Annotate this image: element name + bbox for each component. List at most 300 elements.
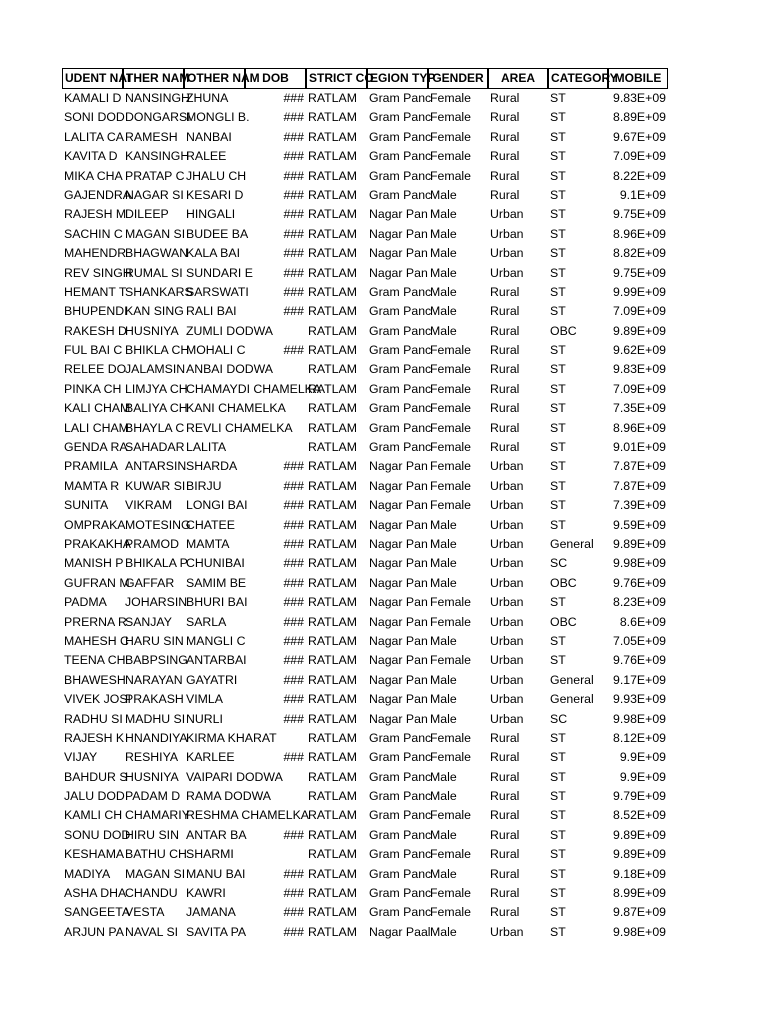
cell-district[interactable]: RATLAM (308, 730, 357, 745)
cell-father-name[interactable]: JOHARSIN (125, 595, 188, 610)
cell-mother-name[interactable]: SARLA (186, 614, 227, 629)
cell-district[interactable]: RATLAM (308, 924, 357, 939)
cell-region-type[interactable]: Gram Panc (369, 149, 432, 164)
cell-gender[interactable]: Male (430, 866, 457, 881)
cell-category[interactable]: ST (550, 886, 566, 901)
cell-area[interactable]: Rural (490, 905, 520, 920)
cell-category[interactable]: OBC (550, 614, 577, 629)
cell-gender[interactable]: Female (430, 750, 472, 765)
cell-father-name[interactable]: NAGAR SI (125, 187, 184, 202)
cell-category[interactable]: ST (550, 730, 566, 745)
cell-region-type[interactable]: Nagar Pan (369, 265, 428, 280)
cell-district[interactable]: RATLAM (308, 750, 357, 765)
cell-gender[interactable]: Female (430, 129, 472, 144)
cell-mobile[interactable]: 7.05E+09 (613, 633, 666, 648)
cell-student-name[interactable]: BHUPENDI (64, 304, 128, 319)
cell-mother-name[interactable]: RALEE (186, 149, 227, 164)
cell-area[interactable]: Urban (490, 498, 524, 513)
header-mother-name[interactable]: OTHER NAM (184, 68, 245, 89)
cell-student-name[interactable]: RAJESH K (64, 730, 125, 745)
cell-student-name[interactable]: KAVITA D (64, 149, 118, 164)
cell-category[interactable]: ST (550, 808, 566, 823)
cell-mother-name[interactable]: KESARI D (186, 187, 244, 202)
cell-student-name[interactable]: LALITA CA (64, 129, 124, 144)
cell-father-name[interactable]: KAN SING (125, 304, 184, 319)
cell-mother-name[interactable]: NANBAI (186, 129, 232, 144)
cell-mother-name[interactable]: RAMA DODWA (186, 789, 271, 804)
cell-gender[interactable]: Male (430, 187, 457, 202)
cell-district[interactable]: RATLAM (308, 246, 357, 261)
cell-district[interactable]: RATLAM (308, 207, 357, 222)
cell-district[interactable]: RATLAM (308, 440, 357, 455)
cell-student-name[interactable]: VIVEK JOSI (64, 692, 131, 707)
cell-mobile[interactable]: 9.1E+09 (619, 187, 666, 202)
cell-student-name[interactable]: RADHU SI (64, 711, 123, 726)
cell-father-name[interactable]: MOTESING (125, 517, 191, 532)
cell-dob[interactable]: ### (283, 556, 304, 571)
cell-student-name[interactable]: VIJAY (64, 750, 98, 765)
cell-category[interactable]: SC (550, 711, 568, 726)
cell-father-name[interactable]: SANJAY (125, 614, 172, 629)
cell-father-name[interactable]: HIRU SIN (125, 827, 179, 842)
cell-student-name[interactable]: SONI DOD (64, 110, 125, 125)
cell-gender[interactable]: Female (430, 401, 472, 416)
cell-district[interactable]: RATLAM (308, 536, 357, 551)
cell-mobile[interactable]: 8.96E+09 (613, 420, 666, 435)
cell-mobile[interactable]: 9.9E+09 (619, 750, 666, 765)
cell-gender[interactable]: Male (430, 924, 457, 939)
cell-region-type[interactable]: Gram Panc (369, 905, 432, 920)
cell-father-name[interactable]: CHANDU (125, 886, 178, 901)
cell-area[interactable]: Rural (490, 129, 520, 144)
cell-region-type[interactable]: Nagar Pan (369, 246, 428, 261)
cell-region-type[interactable]: Gram Panc (369, 827, 432, 842)
cell-area[interactable]: Rural (490, 284, 520, 299)
cell-gender[interactable]: Female (430, 149, 472, 164)
cell-category[interactable]: OBC (550, 323, 577, 338)
cell-dob[interactable]: ### (283, 91, 304, 105)
cell-father-name[interactable]: PRAMOD (125, 536, 179, 551)
cell-student-name[interactable]: OMPRAKA (64, 517, 126, 532)
cell-category[interactable]: OBC (550, 575, 577, 590)
cell-category[interactable]: ST (550, 769, 566, 784)
cell-category[interactable]: ST (550, 459, 566, 474)
cell-region-type[interactable]: Nagar Pan (369, 556, 428, 571)
cell-mobile[interactable]: 8.96E+09 (613, 226, 666, 241)
cell-gender[interactable]: Male (430, 789, 457, 804)
cell-category[interactable]: ST (550, 866, 566, 881)
cell-district[interactable]: RATLAM (308, 827, 357, 842)
cell-dob[interactable]: ### (283, 517, 304, 532)
cell-area[interactable]: Rural (490, 381, 520, 396)
cell-dob[interactable]: ### (283, 672, 304, 687)
cell-category[interactable]: ST (550, 207, 566, 222)
cell-category[interactable]: ST (550, 129, 566, 144)
cell-category[interactable]: ST (550, 924, 566, 939)
cell-district[interactable]: RATLAM (308, 381, 357, 396)
cell-region-type[interactable]: Gram Panc (369, 886, 432, 901)
cell-category[interactable]: ST (550, 789, 566, 804)
cell-mother-name[interactable]: KALA BAI (186, 246, 241, 261)
header-gender[interactable]: GENDER (428, 68, 488, 89)
cell-mobile[interactable]: 7.09E+09 (613, 149, 666, 164)
cell-area[interactable]: Urban (490, 711, 524, 726)
cell-dob[interactable]: ### (283, 459, 304, 474)
cell-gender[interactable]: Female (430, 653, 472, 668)
cell-gender[interactable]: Female (430, 847, 472, 862)
cell-area[interactable]: Urban (490, 207, 524, 222)
cell-gender[interactable]: Female (430, 614, 472, 629)
cell-mobile[interactable]: 8.12E+09 (613, 730, 666, 745)
cell-area[interactable]: Rural (490, 168, 520, 183)
cell-mobile[interactable]: 8.89E+09 (613, 110, 666, 125)
cell-student-name[interactable]: BAHDUR S (64, 769, 128, 784)
cell-father-name[interactable]: BALIYA CH (125, 401, 188, 416)
cell-mother-name[interactable]: KAWRI (186, 886, 226, 901)
cell-region-type[interactable]: Gram Panc (369, 750, 432, 765)
cell-region-type[interactable]: Nagar Pan (369, 595, 428, 610)
cell-student-name[interactable]: RAJESH M (64, 207, 127, 222)
cell-student-name[interactable]: SUNITA (64, 498, 109, 513)
cell-student-name[interactable]: REV SINGH (64, 265, 132, 280)
cell-category[interactable]: General (550, 672, 594, 687)
cell-gender[interactable]: Male (430, 633, 457, 648)
cell-father-name[interactable]: RUMAL SI (125, 265, 183, 280)
cell-mother-name[interactable]: CHUNIBAI (186, 556, 245, 571)
cell-dob[interactable]: ### (283, 168, 304, 183)
cell-mother-name[interactable]: MANGLI C (186, 633, 246, 648)
cell-district[interactable]: RATLAM (308, 265, 357, 280)
cell-region-type[interactable]: Gram Panc (369, 110, 432, 125)
cell-student-name[interactable]: PRAMILA (64, 459, 118, 474)
cell-district[interactable]: RATLAM (308, 459, 357, 474)
cell-mobile[interactable]: 8.22E+09 (613, 168, 666, 183)
cell-region-type[interactable]: Gram Panc (369, 769, 432, 784)
cell-area[interactable]: Rural (490, 827, 520, 842)
cell-father-name[interactable]: GAFFAR (125, 575, 175, 590)
cell-district[interactable]: RATLAM (308, 304, 357, 319)
cell-mother-name[interactable]: SAVITA PA (186, 924, 247, 939)
cell-dob[interactable]: ### (283, 110, 304, 125)
cell-region-type[interactable]: Gram Panc (369, 304, 432, 319)
cell-category[interactable]: ST (550, 440, 566, 455)
cell-mother-name[interactable]: MANU BAI (186, 866, 246, 881)
cell-category[interactable]: ST (550, 750, 566, 765)
cell-gender[interactable]: Male (430, 304, 457, 319)
cell-category[interactable]: ST (550, 226, 566, 241)
header-area[interactable]: AREA (488, 68, 548, 89)
cell-mother-name[interactable]: ZHUNA (186, 91, 229, 105)
cell-region-type[interactable]: Nagar Pan (369, 226, 428, 241)
cell-mobile[interactable]: 9.98E+09 (613, 711, 666, 726)
cell-category[interactable]: ST (550, 246, 566, 261)
cell-district[interactable]: RATLAM (308, 711, 357, 726)
cell-district[interactable]: RATLAM (308, 401, 357, 416)
cell-mother-name[interactable]: KIRMA KHARAT (186, 730, 277, 745)
cell-father-name[interactable]: MAGAN SI (125, 866, 186, 881)
cell-mobile[interactable]: 9.89E+09 (613, 323, 666, 338)
cell-area[interactable]: Rural (490, 304, 520, 319)
cell-area[interactable]: Rural (490, 769, 520, 784)
cell-student-name[interactable]: JALU DOD (64, 789, 125, 804)
cell-mobile[interactable]: 9.98E+09 (613, 924, 666, 939)
cell-area[interactable]: Urban (490, 595, 524, 610)
cell-mother-name[interactable]: RESHMA CHAMELKA (186, 808, 309, 823)
cell-mother-name[interactable]: KANI CHAMELKA (186, 401, 286, 416)
header-district-code[interactable]: STRICT CO (306, 68, 367, 89)
cell-mother-name[interactable]: LALITA (186, 440, 227, 455)
cell-region-type[interactable]: Gram Panc (369, 91, 432, 105)
cell-area[interactable]: Urban (490, 924, 524, 939)
cell-gender[interactable]: Male (430, 323, 457, 338)
cell-mobile[interactable]: 8.82E+09 (613, 246, 666, 261)
cell-category[interactable]: ST (550, 595, 566, 610)
cell-mobile[interactable]: 8.99E+09 (613, 886, 666, 901)
cell-student-name[interactable]: SANGEETA (64, 905, 131, 920)
cell-mobile[interactable]: 8.52E+09 (613, 808, 666, 823)
cell-region-type[interactable]: Gram Panc (369, 847, 432, 862)
cell-mobile[interactable]: 7.39E+09 (613, 498, 666, 513)
cell-gender[interactable]: Male (430, 207, 457, 222)
cell-dob[interactable]: ### (283, 595, 304, 610)
cell-father-name[interactable]: BHIKALA P (125, 556, 188, 571)
cell-category[interactable]: ST (550, 633, 566, 648)
cell-gender[interactable]: Male (430, 692, 457, 707)
cell-student-name[interactable]: GUFRAN M (64, 575, 130, 590)
header-father-name[interactable]: THER NAM (123, 68, 184, 89)
cell-area[interactable]: Rural (490, 808, 520, 823)
cell-district[interactable]: RATLAM (308, 575, 357, 590)
cell-father-name[interactable]: PRATAP C (125, 168, 185, 183)
cell-student-name[interactable]: PRERNA R (64, 614, 127, 629)
cell-dob[interactable]: ### (283, 924, 304, 939)
cell-category[interactable]: ST (550, 905, 566, 920)
cell-father-name[interactable]: JALAMSIN (125, 362, 186, 377)
cell-gender[interactable]: Female (430, 362, 472, 377)
cell-category[interactable]: ST (550, 343, 566, 358)
cell-gender[interactable]: Female (430, 110, 472, 125)
cell-district[interactable]: RATLAM (308, 556, 357, 571)
cell-district[interactable]: RATLAM (308, 478, 357, 493)
cell-mobile[interactable]: 9.01E+09 (613, 440, 666, 455)
cell-district[interactable]: RATLAM (308, 149, 357, 164)
cell-gender[interactable]: Female (430, 168, 472, 183)
cell-father-name[interactable]: HARU SIN (125, 633, 184, 648)
cell-mobile[interactable]: 9.67E+09 (613, 129, 666, 144)
cell-area[interactable]: Rural (490, 886, 520, 901)
cell-district[interactable]: RATLAM (308, 847, 357, 862)
cell-region-type[interactable]: Gram Panc (369, 440, 432, 455)
cell-mother-name[interactable]: CHAMAYDI CHAMELKA (186, 381, 322, 396)
cell-mother-name[interactable]: LONGI BAI (186, 498, 248, 513)
cell-mother-name[interactable]: BIRJU (186, 478, 222, 493)
cell-district[interactable]: RATLAM (308, 226, 357, 241)
cell-category[interactable]: ST (550, 498, 566, 513)
cell-area[interactable]: Rural (490, 420, 520, 435)
cell-mobile[interactable]: 9.75E+09 (613, 207, 666, 222)
cell-mother-name[interactable]: SARSWATI (186, 284, 249, 299)
cell-category[interactable]: ST (550, 847, 566, 862)
cell-father-name[interactable]: HUSNIYA (125, 323, 179, 338)
cell-region-type[interactable]: Nagar Pan (369, 653, 428, 668)
cell-district[interactable]: RATLAM (308, 614, 357, 629)
cell-district[interactable]: RATLAM (308, 343, 357, 358)
cell-area[interactable]: Rural (490, 401, 520, 416)
cell-student-name[interactable]: MANISH P (64, 556, 124, 571)
cell-father-name[interactable]: BABPSING (125, 653, 188, 668)
cell-mother-name[interactable]: VAIPARI DODWA (186, 769, 283, 784)
cell-district[interactable]: RATLAM (308, 129, 357, 144)
cell-area[interactable]: Urban (490, 633, 524, 648)
cell-area[interactable]: Urban (490, 575, 524, 590)
cell-region-type[interactable]: Nagar Pan (369, 575, 428, 590)
cell-district[interactable]: RATLAM (308, 769, 357, 784)
cell-region-type[interactable]: Gram Panc (369, 284, 432, 299)
cell-dob[interactable]: ### (283, 905, 304, 920)
cell-mother-name[interactable]: BUDEE BA (186, 226, 249, 241)
cell-mobile[interactable]: 9.76E+09 (613, 653, 666, 668)
cell-gender[interactable]: Male (430, 672, 457, 687)
cell-district[interactable]: RATLAM (308, 284, 357, 299)
cell-gender[interactable]: Female (430, 886, 472, 901)
cell-student-name[interactable]: KAMLI CH (64, 808, 123, 823)
cell-father-name[interactable]: HNANDIYA (125, 730, 188, 745)
cell-student-name[interactable]: SACHIN C (64, 226, 123, 241)
header-mobile[interactable]: MOBILE (608, 68, 668, 89)
cell-mobile[interactable]: 7.87E+09 (613, 478, 666, 493)
cell-district[interactable]: RATLAM (308, 323, 357, 338)
cell-area[interactable]: Rural (490, 110, 520, 125)
cell-father-name[interactable]: BHIKLA CH (125, 343, 190, 358)
cell-student-name[interactable]: PRAKAKHA (64, 536, 131, 551)
cell-area[interactable]: Urban (490, 226, 524, 241)
cell-mother-name[interactable]: REVLI CHAMELKA (186, 420, 293, 435)
cell-area[interactable]: Rural (490, 440, 520, 455)
cell-region-type[interactable]: Gram Panc (369, 362, 432, 377)
cell-region-type[interactable]: Gram Panc (369, 323, 432, 338)
cell-gender[interactable]: Male (430, 556, 457, 571)
cell-father-name[interactable]: SHANKARS (125, 284, 193, 299)
cell-student-name[interactable]: RAKESH D (64, 323, 127, 338)
cell-mother-name[interactable]: NURLI (186, 711, 223, 726)
cell-father-name[interactable]: CHAMARIY (125, 808, 190, 823)
cell-father-name[interactable]: HUSNIYA (125, 769, 179, 784)
cell-mobile[interactable]: 7.35E+09 (613, 401, 666, 416)
cell-mother-name[interactable]: JAMANA (186, 905, 236, 920)
cell-district[interactable]: RATLAM (308, 517, 357, 532)
cell-gender[interactable]: Female (430, 730, 472, 745)
cell-region-type[interactable]: Gram Panc (369, 420, 432, 435)
cell-father-name[interactable]: RESHIYA (125, 750, 179, 765)
cell-mobile[interactable]: 7.09E+09 (613, 381, 666, 396)
cell-region-type[interactable]: Gram Panc (369, 401, 432, 416)
cell-district[interactable]: RATLAM (308, 362, 357, 377)
cell-mother-name[interactable]: SUNDARI E (186, 265, 253, 280)
header-category[interactable]: CATEGORY (548, 68, 608, 89)
cell-area[interactable]: Urban (490, 478, 524, 493)
cell-student-name[interactable]: KALI CHAM (64, 401, 131, 416)
cell-region-type[interactable]: Nagar Pan (369, 536, 428, 551)
cell-dob[interactable] (245, 845, 306, 864)
cell-mobile[interactable]: 9.99E+09 (613, 284, 666, 299)
cell-father-name[interactable]: BATHU CH (125, 847, 187, 862)
cell-gender[interactable]: Male (430, 226, 457, 241)
cell-category[interactable]: ST (550, 517, 566, 532)
cell-district[interactable]: RATLAM (308, 498, 357, 513)
cell-mother-name[interactable]: HINGALI (186, 207, 236, 222)
cell-gender[interactable]: Male (430, 769, 457, 784)
cell-mobile[interactable]: 7.87E+09 (613, 459, 666, 474)
cell-dob[interactable]: ### (283, 614, 304, 629)
cell-mobile[interactable]: 9.9E+09 (619, 769, 666, 784)
cell-father-name[interactable]: SAHADAR (125, 440, 185, 455)
cell-district[interactable]: RATLAM (308, 866, 357, 881)
cell-dob[interactable]: ### (283, 226, 304, 241)
cell-mobile[interactable]: 9.18E+09 (613, 866, 666, 881)
cell-father-name[interactable]: VESTA (125, 905, 165, 920)
cell-mobile[interactable]: 9.76E+09 (613, 575, 666, 590)
cell-gender[interactable]: Female (430, 905, 472, 920)
cell-dob[interactable]: ### (283, 692, 304, 707)
cell-category[interactable]: ST (550, 187, 566, 202)
cell-mother-name[interactable]: MOHALI C (186, 343, 246, 358)
cell-father-name[interactable]: MAGAN SI (125, 226, 186, 241)
cell-father-name[interactable]: KANSINGH (125, 149, 190, 164)
cell-mobile[interactable]: 9.75E+09 (613, 265, 666, 280)
cell-dob[interactable]: ### (283, 284, 304, 299)
cell-father-name[interactable]: NAVAL SI (125, 924, 179, 939)
cell-area[interactable]: Rural (490, 750, 520, 765)
cell-dob[interactable]: ### (283, 886, 304, 901)
cell-mother-name[interactable]: RALI BAI (186, 304, 237, 319)
cell-region-type[interactable]: Gram Panc (369, 730, 432, 745)
cell-mobile[interactable]: 9.98E+09 (613, 556, 666, 571)
cell-dob[interactable]: ### (283, 246, 304, 261)
cell-mother-name[interactable]: MAMTA (186, 536, 230, 551)
cell-category[interactable]: SC (550, 556, 568, 571)
cell-region-type[interactable]: Nagar Pan (369, 459, 428, 474)
cell-mother-name[interactable]: MONGLI B. (186, 110, 250, 125)
cell-area[interactable]: Urban (490, 653, 524, 668)
cell-mobile[interactable]: 9.83E+09 (613, 362, 666, 377)
cell-category[interactable]: ST (550, 381, 566, 396)
cell-father-name[interactable]: NANSINGH (125, 91, 190, 105)
cell-student-name[interactable]: GAJENDRA (64, 187, 131, 202)
cell-district[interactable]: RATLAM (308, 110, 357, 125)
cell-gender[interactable]: Male (430, 517, 457, 532)
cell-father-name[interactable]: DILEEP (125, 207, 169, 222)
cell-mother-name[interactable]: VIMLA (186, 692, 223, 707)
cell-category[interactable]: ST (550, 653, 566, 668)
cell-dob[interactable]: ### (283, 207, 304, 222)
cell-mother-name[interactable]: ZUMLI DODWA (186, 323, 273, 338)
cell-area[interactable]: Urban (490, 536, 524, 551)
cell-student-name[interactable]: MADIYA (64, 866, 111, 881)
cell-category[interactable]: General (550, 536, 594, 551)
cell-dob[interactable]: ### (283, 866, 304, 881)
cell-student-name[interactable]: MIKA CHA (64, 168, 123, 183)
cell-region-type[interactable]: Nagar Pan (369, 478, 428, 493)
cell-mobile[interactable]: 7.09E+09 (613, 304, 666, 319)
cell-category[interactable]: ST (550, 284, 566, 299)
cell-area[interactable]: Urban (490, 459, 524, 474)
cell-father-name[interactable]: LIMJYA CH (125, 381, 188, 396)
cell-student-name[interactable]: LALI CHAM (64, 420, 129, 435)
cell-mother-name[interactable]: CHATEE (186, 517, 235, 532)
cell-area[interactable]: Urban (490, 265, 524, 280)
cell-father-name[interactable]: RAMESH (125, 129, 178, 144)
cell-gender[interactable]: Female (430, 459, 472, 474)
